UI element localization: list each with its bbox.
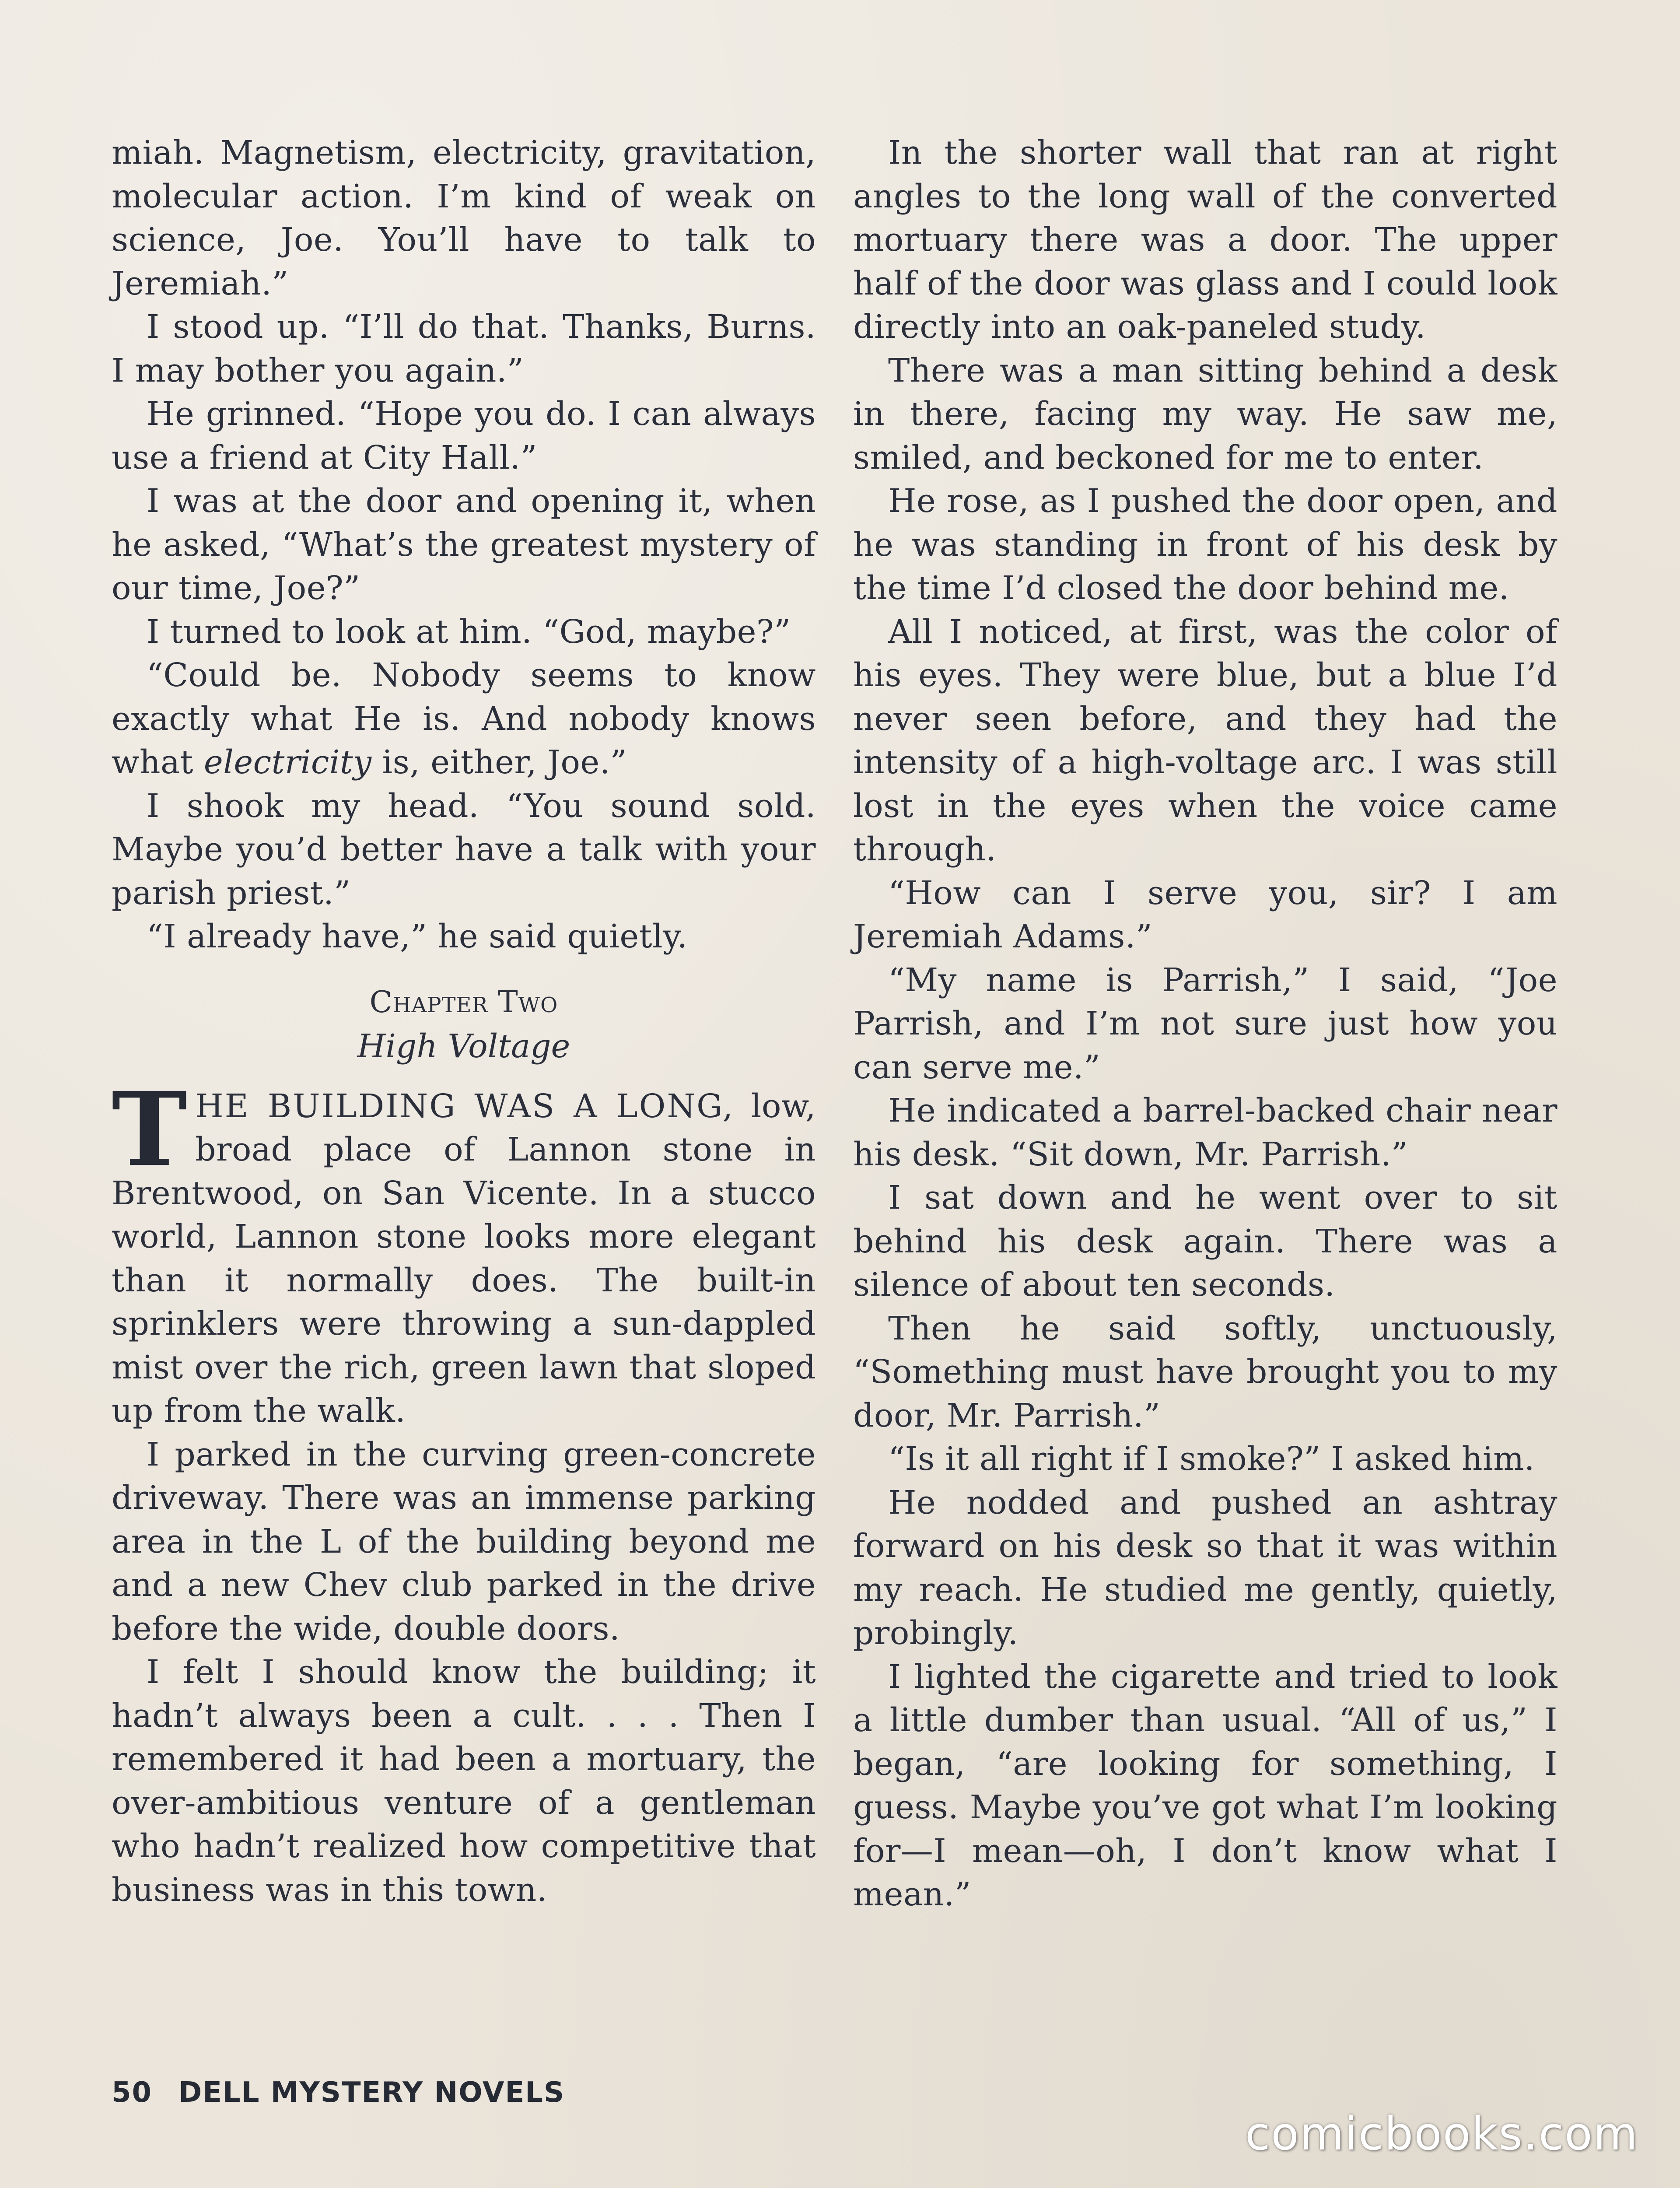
paragraph: I sat down and he went over to sit behind his desk again. There was a silence of about ten seconds. bbox=[853, 1179, 1558, 1304]
page-footer bbox=[112, 2076, 565, 2109]
paragraph: “I already have,” he said quietly. bbox=[147, 918, 688, 955]
paragraph: All I noticed, at first, was the color of his eyes. They were blue, but a blue I’d never seen before, and they had the intensity of a high-voltage arc. I was still lost in the eyes when the voice came through. bbox=[853, 613, 1558, 868]
paragraph bbox=[112, 654, 816, 785]
paragraph: He nodded and pushed an ashtray forward on his desk so that it was within my reach. He studied me gently, quietly, probingly. bbox=[853, 1483, 1558, 1652]
chapter-label: Chapter Two bbox=[369, 985, 558, 1020]
paragraph: “My name is Parrish,” I said, “Joe Parrish, and I’m not sure just how you can serve me.” bbox=[853, 961, 1558, 1086]
text-run: low, broad place of Lannon stone in Brentwood, on San Vicente. In a stucco world, Lannon stone looks more elegant than it normally does. The built-in sprinklers were throwing a sun-dappled mist over the rich, green lawn that sloped up from the walk. bbox=[112, 1087, 816, 1430]
right-column bbox=[853, 131, 1558, 1917]
paragraph: He rose, as I pushed the door open, and he was standing in front of his desk by the time I’d closed the door behind me. bbox=[853, 482, 1558, 607]
lead-caps: HE BUILDING WAS A LONG, bbox=[195, 1087, 735, 1125]
paragraph: “Is it all right if I smoke?” I asked him. bbox=[888, 1440, 1535, 1478]
paragraph: “How can I serve you, sir? I am Jeremiah Adams.” bbox=[853, 874, 1558, 955]
paragraph: In the shorter wall that ran at right angles to the long wall of the converted mortuary there was a door. The upper half of the door was glass and I could look directly into an oak-paneled study. bbox=[853, 134, 1558, 346]
publication-name: DELL MYSTERY NOVELS bbox=[178, 2076, 565, 2109]
drop-cap: T bbox=[112, 1069, 188, 1189]
paragraph: I shook my head. “You sound sold. Maybe you’d better have a talk with your parish priest.” bbox=[112, 787, 816, 912]
text-run: “Could be. Nobody seems to know exactly what He is. And nobody knows what bbox=[112, 656, 816, 781]
watermark: comicbooks.com bbox=[1245, 2107, 1638, 2160]
paragraph: Then he said softly, unctuously, “Something must have brought you to my door, Mr. Parrish.” bbox=[853, 1309, 1558, 1434]
emphasis-text: electricity bbox=[203, 743, 372, 781]
opening-paragraph bbox=[112, 1069, 816, 1433]
paragraph: I felt I should know the building; it hadn’t always been a cult. . . . Then I remembered it had been a mortuary, the over-ambitious venture of a gentleman who hadn’t realized how competitive that business was in this town. bbox=[112, 1653, 816, 1909]
paragraph: miah. Magnetism, electricity, gravitation, molecular action. I’m kind of weak on science, Joe. You’ll have to talk to Jeremiah.” bbox=[112, 134, 816, 302]
paragraph: I parked in the curving green-concrete driveway. There was an immense parking area in the L of the building beyond me and a new Chev club parked in the drive before the wide, double doors. bbox=[112, 1435, 816, 1648]
chapter-title: High Voltage bbox=[357, 1027, 570, 1065]
paragraph: I turned to look at him. “God, maybe?” bbox=[147, 613, 791, 651]
paragraph: There was a man sitting behind a desk in there, facing my way. He saw me, smiled, and beckoned for me to enter. bbox=[853, 351, 1558, 477]
paragraph: I was at the door and opening it, when he asked, “What’s the greatest mystery of our time, Joe?” bbox=[112, 482, 816, 607]
page-number: 50 bbox=[112, 2076, 153, 2109]
left-column bbox=[112, 131, 816, 1912]
text-run: is, either, Joe.” bbox=[371, 743, 627, 781]
paragraph: I stood up. “I’ll do that. Thanks, Burns. I may bother you again.” bbox=[112, 308, 816, 389]
paragraph: He grinned. “Hope you do. I can always use a friend at City Hall.” bbox=[112, 395, 816, 477]
paragraph: He indicated a barrel-backed chair near his desk. “Sit down, Mr. Parrish.” bbox=[853, 1092, 1558, 1173]
paragraph: I lighted the cigarette and tried to look a little dumber than usual. “All of us,” I began, “are looking for something, I guess. Maybe you’ve got what I’m looking for—I mean—oh, I don’t know what I mean.” bbox=[853, 1658, 1558, 1913]
